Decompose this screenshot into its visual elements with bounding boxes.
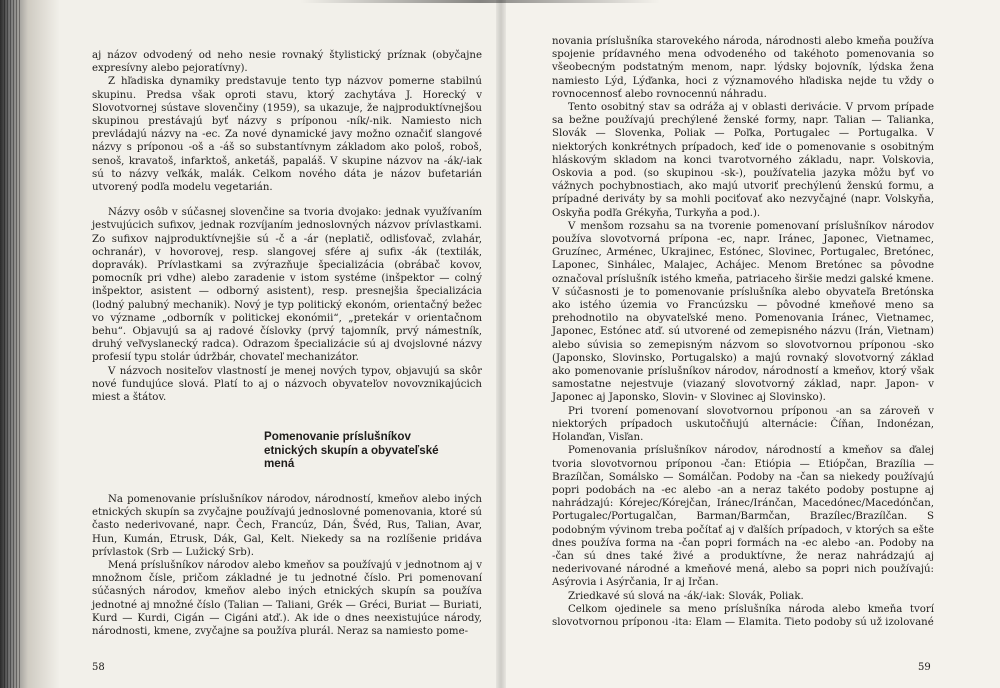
paragraph: Na pomenovanie príslušníkov národov, národností, kmeňov alebo iných etnických skupín sa zvyčajne používajú jednoslovné pomenovania, ktoré sú často nederivované, napr. Čech, Francúz, Dán, Švéd, Rus, Talian, Avar, Hun, Kumán, Etrusk, Dák, Gal, Kelt. Niekedy sa na rozlíšenie pridáva prívlastok (Srb — Lužický Srb). (92, 494, 482, 558)
scan-edge-shadow (300, 0, 660, 3)
paragraph: novania príslušníka starovekého národa, národnosti alebo kmeňa používa spojenie prídavného mena odvodeného od takéhoto pomenovania so všeobecným podstatným menom, napr. lýdsky bojovník, lýdska žena namiesto Lýd, Lýďanka, hoci z významového hľadiska nejde tu vždy o rovnocennosť alebo rovnocennú náhradu. (552, 36, 934, 100)
page-number: 59 (918, 662, 931, 673)
paragraph: Z hľadiska dynamiky predstavuje tento typ názvov pomerne stabilnú skupinu. Predsa však oproti stavu, ktorý zachytáva J. Horecký v Slovotvornej sústave slovenčiny (1959), sa ukazuje, že najproduktívnejšou skupinou prestávajú byť názvy s príponou -ník/-nik. Namiesto nich prevládajú názvy na -ec. Za nové dynamické javy možno označiť slangové názvy s príponou -oš a -áš so substantívnym základom ako pološ, roboš, senoš, kravatoš, infarktoš, anketáš, papaláš. V skupine názvov na -ák/-iak sú to názvy veľkák, malák. Celkom nového dáta je názov bufetarián utvorený podľa modelu vegetarián. (92, 76, 482, 194)
paragraph: Názvy osôb v súčasnej slovenčine sa tvoria dvojako: jednak využívaním jestvujúcich sufixov, jednak rozvíjaním jednoslovných názvov prívlastkami. Zo sufixov najproduktívnejšie sú -č a -ár (neplatič, odlisťovač, zvlahár, ochranár), v hovorovej, resp. slangovej sfére aj sufix -ák (textilák, dopravák). Prívlastkami sa zvýrazňuje špecializácia (obrábač kovov, pomocník pri vdhe) alebo zaradenie v istom systéme (inšpektor — colný inšpektor, asistent — odborný asistent), resp. presnejšia špecializácia (lodný palubný mechanik). Nový je typ politický ekonóm, orientačný bežec vo význame „odborník v politickej ekonómii“, „pretekár v orientačnom behu“. Objavujú sa aj radové číslovky (prvý tajomník, prvý námestník, druhý veľvyslanecký radca). Odrazom špecializácie sú aj dvojslovné názvy profesií typu stolár údržbár, chovateľ mechanizátor. (92, 207, 482, 364)
paragraph: Zriedkavé sú slová na -ák/-iak: Slovák, Poliak. (568, 590, 804, 602)
paragraph: aj názov odvodený od neho nesie rovnaký štylistický príznak (obyčajne expresívny alebo pejoratívny). (92, 50, 482, 75)
paragraph: V menšom rozsahu sa na tvorenie pomenovaní príslušníkov národov používa slovotvorná prípona -ec, napr. Iránec, Japonec, Vietnamec, Gruzínec, Arménec, Ukrajinec, Estónec, Slovinec, Portugalec, Bretónec, Laponec, Sinhálec, Malajec, Achájec. Menom Bretónec sa pôvodne označoval príslušník istého kmeňa, patriaceho širšie medzi galské kmene. V súčasnosti je to pomenovanie príslušníka alebo obyvateľa Bretónska ako istého územia vo Francúzsku — pôvodné kmeňové meno sa prehodnotilo na obyvateľské meno. Pomenovania Iránec, Vietnamec, Japonec, Estónec atď. sú utvorené od zemepisného názvu (Irán, Vietnam) alebo súvisia so zemepisným názvom so slovotvornou príponou -sko (Japonsko, Slovinsko, Portugalsko) a majú rovnaký slovotvorný základ ako pomenovanie príslušníkov národov, národností a kmeňov, ktorý však samostatne nejestvuje (viazaný slovotvorný základ, napr. Japon- v Japonec aj Japonsko, Slovin- v Slovinec aj Slovinsko). (552, 220, 934, 404)
section-heading: Pomenovanie príslušníkov etnických skupín a obyvateľské mená (264, 430, 439, 471)
right-page (500, 0, 1000, 688)
left-text-column (92, 49, 482, 638)
paragraph: Pri tvorení pomenovaní slovotvornou príponou -an sa zároveň v niektorých prípadoch uskutočňujú alternácie: Číňan, Indonézan, Holanďan, Visľan. (552, 405, 934, 444)
right-text-column (552, 35, 934, 629)
paragraph: Mená príslušníkov národov alebo kmeňov sa používajú v jednotnom aj v množnom čísle, pričom základné je tu jednotné číslo. Pri pomenovaní súčasných národov, kmeňov alebo iných etnických skupín sa používa jednotné aj množné číslo (Talian — Taliani, Grék — Gréci, Buriat — Buriati, Kurd — Kurdi, Cigán — Cigáni atď.). Ak ide o dnes neexistujúce národy, národnosti, kmene, zvyčajne sa používa plurál. Neraz sa namiesto pome- (92, 560, 482, 638)
paragraph: Tento osobitný stav sa odráža aj v oblasti derivácie. V prvom prípade sa bežne používajú prechýlené ženské formy, napr. Talian — Talianka, Slovák — Slovenka, Poliak — Poľka, Portugalec — Portugalka. V niektorých konkrétnych prípadoch, keď ide o pomenovanie s osobitným hláskovým skladom na konci tvarotvorného základu, napr. Volskovia, Oskovia a pod. (so skupinou -sk-), používatelia jazyka môžu byť vo vážnych pochybnostiach, ako majú utvoriť prechýlenú ženskú formu, a prípadné deriváty by sa mohli pociťovať ako nezvyčajné (napr. Volskyňa, Oskyňa podľa Grékyňa, Turkyňa a pod.). (552, 102, 934, 219)
paragraph: Celkom ojedinele sa meno príslušníka národa alebo kmeňa tvorí slovotvornou príponou -ita: Elam — Elamita. Tieto podoby sú už izolované (552, 603, 934, 628)
book-gutter (496, 0, 506, 688)
page-edge-lines (4, 0, 20, 688)
paragraph: Pomenovania príslušníkov národov, národností a kmeňov sa ďalej tvoria slovotvornou príponou -čan: Etiópia — Etiópčan, Brazília — Brazílčan, Somálsko — Somálčan. Podoby na -čan sa niekedy používajú popri podobách na -ec alebo -an a neraz takéto podoby postupne aj nahrádzajú: Kórejec/Kórejčan, Iránec/Iránčan, Macedónec/Macedónčan, Portugalec/Portugalčan, Barman/Barmčan, Brazílec/Brazílčan. S podobným vývinom treba počítať aj v ďalších prípadoch, v ktorých sa ešte dnes používa forma na -čan popri formách na -ec alebo -an. Podoby na -čan sú dnes také živé a produktívne, že neraz nahrádzajú aj nederivované národné a kmeňové mená, alebo sa popri nich používajú: Asýrovia i Asýrčania, Ir aj Irčan. (552, 445, 934, 589)
page-number: 58 (92, 662, 105, 673)
paragraph: V názvoch nositeľov vlastností je menej nových typov, objavujú sa skôr nové fundujúce slová. Platí to aj o názvoch obyvateľov novovznikajúcich miest a štátov. (92, 365, 482, 404)
